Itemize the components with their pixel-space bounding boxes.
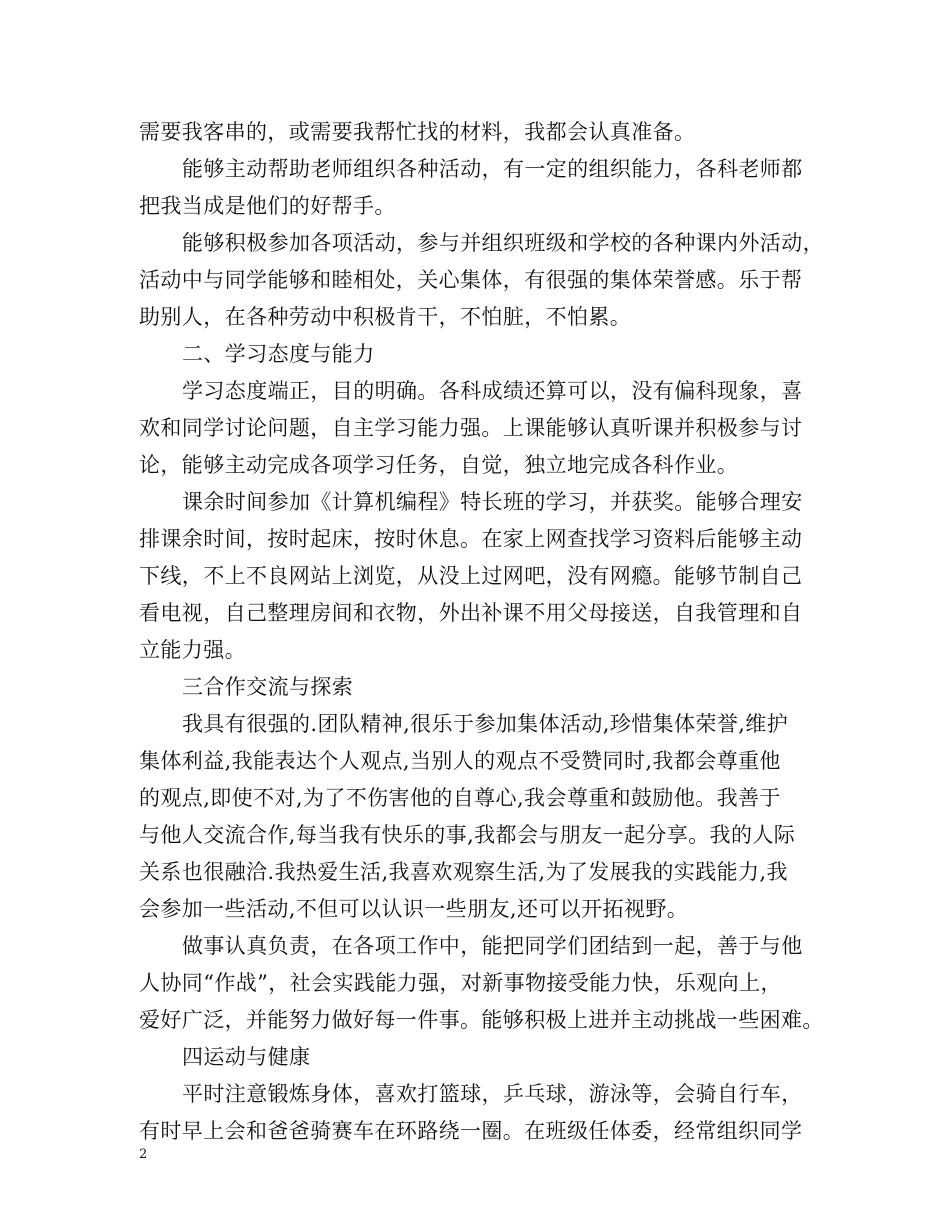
paragraph-line: 需要我客串的，或需要我帮忙找的材料，我都会认真准备。 bbox=[139, 120, 696, 144]
paragraph-line: 集体利益,我能表达个人观点,当别人的观点不受赞同时,我都会尊重他 bbox=[139, 749, 781, 773]
paragraph-line: 爱好广泛，并能努力做好每一件事。能够积极上进并主动挑战一些困难。 bbox=[139, 1008, 824, 1032]
paragraph-line: 学习态度端正，目的明确。各科成绩还算可以，没有偏科现象，喜 bbox=[182, 379, 803, 403]
paragraph-line: 会参加一些活动,不但可以认识一些朋友,还可以开拓视野。 bbox=[139, 897, 689, 921]
paragraph-line: 关系也很融洽.我热爱生活,我喜欢观察生活,为了发展我的实践能力,我 bbox=[139, 860, 788, 884]
paragraph-line: 人协同“作战”，社会实践能力强，对新事物接受能力快，乐观向上， bbox=[139, 971, 782, 995]
paragraph-line: 我具有很强的.团队精神,很乐于参加集体活动,珍惜集体荣誉,维护 bbox=[182, 712, 789, 736]
paragraph-line: 助别人，在各种劳动中积极肯干，不怕脏，不怕累。 bbox=[139, 305, 632, 329]
paragraph-line: 立能力强。 bbox=[139, 638, 246, 662]
paragraph-line: 平时注意锻炼身体，喜欢打篮球，乒乓球，游泳等，会骑自行车， bbox=[182, 1082, 803, 1106]
paragraph-line: 课余时间参加《计算机编程》特长班的学习，并获奖。能够合理安 bbox=[182, 490, 803, 514]
paragraph-line: 下线，不上不良网站上浏览，从没上过网吧，没有网瘾。能够节制自己 bbox=[139, 564, 803, 588]
paragraph-line: 活动中与同学能够和睦相处，关心集体，有很强的集体荣誉感。乐于帮 bbox=[139, 268, 803, 292]
paragraph-line: 把我当成是他们的好帮手。 bbox=[139, 194, 396, 218]
paragraph-line: 能够积极参加各项活动，参与并组织班级和学校的各种课内外活动， bbox=[182, 231, 824, 255]
paragraph-line: 与他人交流合作,每当我有快乐的事,我都会与朋友一起分享。我的人际 bbox=[139, 823, 796, 847]
section-heading: 三合作交流与探索 bbox=[182, 675, 354, 699]
section-heading: 二、学习态度与能力 bbox=[182, 342, 375, 366]
paragraph-line: 做事认真负责，在各项工作中，能把同学们团结到一起，善于与他 bbox=[182, 934, 803, 958]
paragraph-line: 能够主动帮助老师组织各种活动，有一定的组织能力，各科老师都 bbox=[182, 157, 803, 181]
paragraph-line: 看电视，自己整理房间和衣物，外出补课不用父母接送，自我管理和自 bbox=[139, 601, 803, 625]
paragraph-line: 有时早上会和爸爸骑赛车在环路绕一圈。在班级任体委，经常组织同学 bbox=[139, 1119, 803, 1143]
page-number: 2 bbox=[139, 1147, 148, 1162]
paragraph-line: 论，能够主动完成各项学习任务，自觉，独立地完成各科作业。 bbox=[139, 453, 739, 477]
paragraph-line: 欢和同学讨论问题，自主学习能力强。上课能够认真听课并积极参与讨 bbox=[139, 416, 803, 440]
paragraph-line: 的观点,即使不对,为了不伤害他的自尊心,我会尊重和鼓励他。我善于 bbox=[139, 786, 781, 810]
paragraph-line: 排课余时间，按时起床，按时休息。在家上网查找学习资料后能够主动 bbox=[139, 527, 803, 551]
section-heading: 四运动与健康 bbox=[182, 1045, 311, 1069]
